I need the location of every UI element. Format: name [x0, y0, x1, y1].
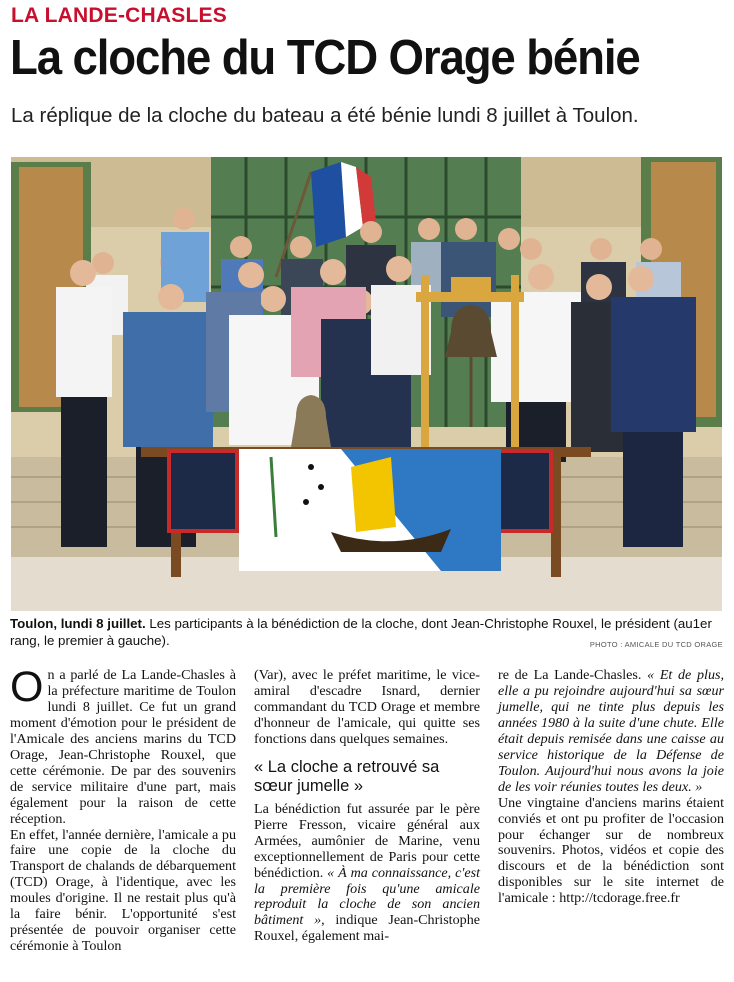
text-run: La bénédiction fut assurée par le père Pierre Fresson, vicaire général aux Armées, aumônier de Marine, venu exceptionnellement de Paris pour cette bénédiction.	[254, 800, 480, 881]
text-run: , indique Jean-Christophe Rouxel, également mai-	[254, 912, 480, 945]
group-photo	[11, 157, 722, 611]
group-photo-illustration	[11, 157, 722, 611]
article-column-3	[498, 668, 724, 907]
photo-credit: PHOTO : AMICALE DU TCD ORAGE	[589, 640, 723, 649]
paragraph: Une vingtaine d'anciens marins étaient conviés et ont pu profiter de l'occasion pour échanger sur de nombreux souvenirs. Photos, vidéos et copie des discours et de la bénédiction sont disponibles sur le site internet de l'amicale : http://tcdorage.free.fr	[498, 794, 724, 907]
article-column-1	[10, 663, 236, 955]
standfirst: La réplique de la cloche du bateau a été bénie lundi 8 juillet à Toulon.	[11, 104, 639, 127]
quote: « À ma connaissance, c'est la première fois qu'une amicale reproduit la cloche de son ancien bâtiment »	[254, 864, 481, 929]
section-label: LA LANDE-CHASLES	[11, 4, 227, 27]
paragraph: n a parlé de La Lande-Chasles à la préfecture maritime de Toulon lundi 8 juillet. Ce fut un grand moment d'émotion pour le président de l'Amicale des anciens marins du TCD Orage, Jean-Christophe Rouxel, que cette cérémonie. De par des souvenirs de service militaire d'une part, mais également pour la raison de cette réception.	[10, 667, 236, 827]
caption-text: Les participants à la bénédiction de la cloche, dont Jean-Christophe Rouxel, le président (au1er rang, le premier à gauche).	[10, 616, 712, 648]
subheading: « La cloche a retrouvé sa sœur jumelle »	[254, 757, 440, 795]
paragraph	[498, 668, 724, 796]
paragraph: (Var), avec le préfet maritime, le vice-amiral d'escadre Isnard, dernier commandant du TCD Orage et membre d'honneur de l'amicale, qui quitte ses fonctions dans quelques semaines.	[254, 667, 480, 747]
quote: « Et de plus, elle a pu rejoindre aujourd'hui sa sœur jumelle, qui ne tinte plus depuis les années 1980 à la suite d'une chute. Elle était depuis remisée dans une caisse au service historique de la Défense de Toulon. Aujourd'hui nous avons la joie de les voir réunies toutes les deux. »	[498, 667, 725, 795]
text-run: re de La Lande-Chasles.	[498, 667, 648, 683]
headline: La cloche du TCD Orage bénie	[10, 31, 640, 85]
ship-banner	[239, 449, 501, 571]
paragraph	[254, 802, 480, 946]
drop-cap: O	[10, 663, 44, 711]
caption-lead: Toulon, lundi 8 juillet.	[10, 616, 146, 631]
paragraph: En effet, l'année dernière, l'amicale a pu faire une copie de la cloche du Transport de chalands de débarquement (TCD) Orage, à l'identique, avec les moules d'origine. Il ne restait plus qu'à la faire bénir. L'opportunité s'est présentée de pouvoir organiser cette cérémonie à Toulon	[10, 826, 236, 955]
article-column-2	[254, 668, 480, 945]
